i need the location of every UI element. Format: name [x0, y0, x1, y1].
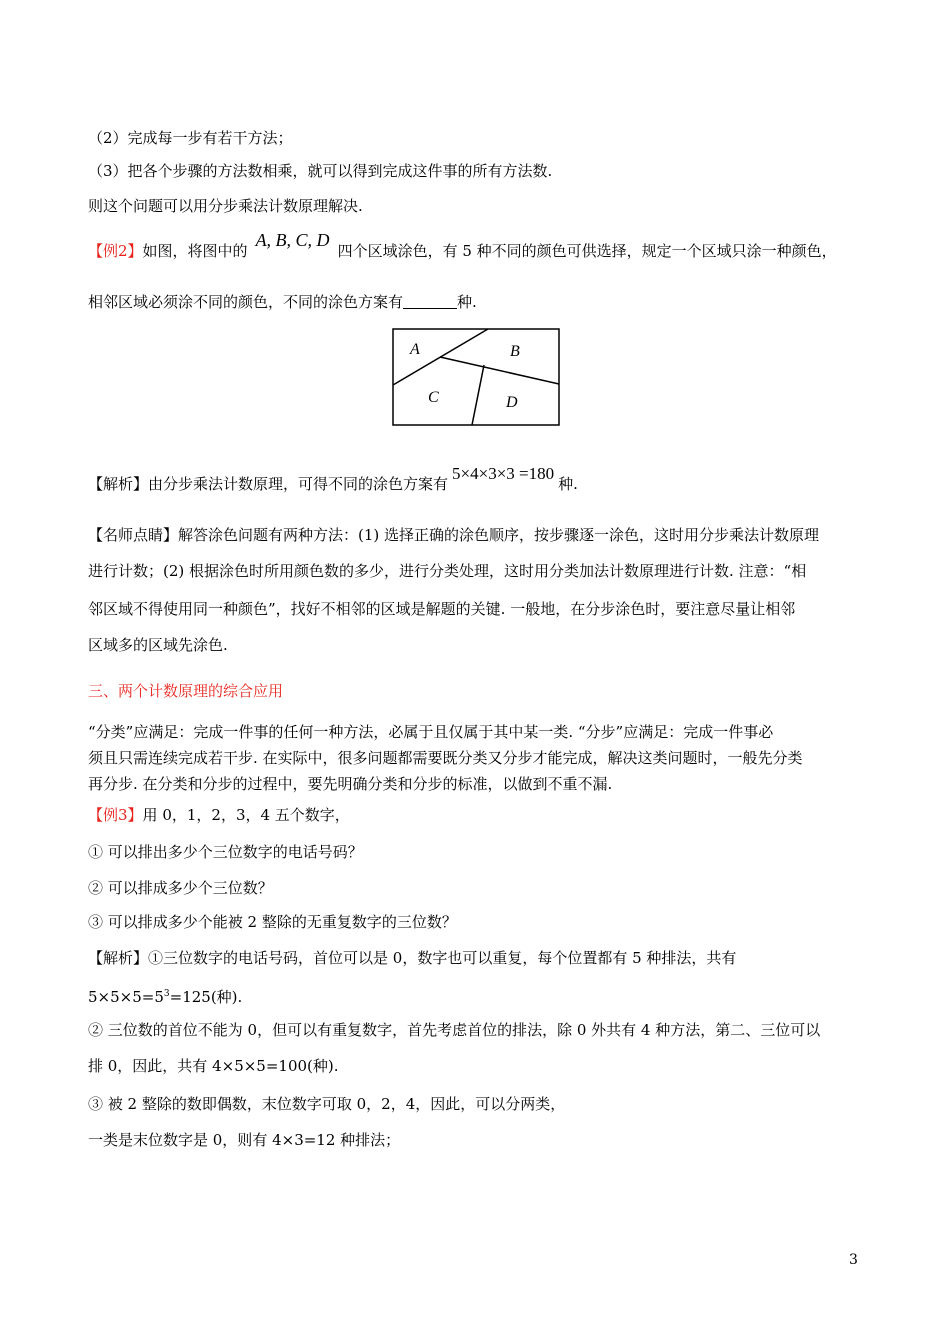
solution-3-s1: ①三位数字的电话号码，首位可以是 0，数字也可以重复，每个位置都有 5 种排法，共有 — [148, 949, 737, 967]
conclusion-text: 则这个问题可以用分步乘法计数原理解决. — [88, 197, 363, 215]
example-2-tag: 【例2】 — [88, 242, 143, 260]
tip-line-1 — [88, 525, 819, 545]
label-d: D — [506, 394, 518, 411]
solution-3-s1b-post: =125(种). — [169, 988, 243, 1006]
section-3-para-line-2: 须且只需连续完成若干步. 在实际中，很多问题都需要既分类又分步才能完成，解决这类问题时，一般先分类 — [88, 749, 803, 767]
tip-line-4: 区域多的区域先涂色. — [88, 636, 228, 654]
label-c: C — [428, 389, 439, 406]
example-3-question-1: ① 可以排出多少个三位数字的电话号码？ — [88, 843, 363, 861]
solution-3-line-6: 一类是末位数字是 0，则有 4×3=12 种排法； — [88, 1131, 401, 1149]
tip-line1-text: 解答涂色问题有两种方法：(1) 选择正确的涂色顺序，按步骤逐一涂色，这时用分步乘法计数原理 — [178, 526, 820, 544]
section-3-heading: 三、两个计数原理的综合应用 — [88, 682, 284, 700]
example-2-text-before: 如图，将图中的 — [142, 242, 248, 260]
example-2-math-vars: A, B, C, D — [255, 230, 330, 250]
tip-line-2: 进行计数；(2) 根据涂色时所用颜色数的多少，进行分类处理，这时用分类加法计数原理进行计数. 注意：“相 — [88, 562, 807, 580]
solution-3-line-1 — [88, 948, 736, 968]
region-figure — [392, 328, 560, 426]
page-number: 3 — [849, 1252, 858, 1268]
answer-blank — [403, 294, 457, 309]
solution-3-line-2 — [88, 984, 242, 1007]
solution-3-s1b-pre: 5×5×5=5 — [88, 988, 164, 1006]
solution-3-line-4: 排 0，因此，共有 4×5×5=100(种). — [88, 1057, 339, 1075]
solution-3-s1b-sup: 3 — [163, 989, 170, 999]
section-3-para-line-1: “分类”应满足：完成一件事的任何一种方法，必属于且仅属于其中某一类. “分步”应满足：完成一件事必 — [88, 723, 774, 741]
example-3-tag: 【例3】 — [88, 806, 143, 824]
solution-3-line-3: ② 三位数的首位不能为 0，但可以有重复数字，首先考虑首位的排法，除 0 外共有 4 种方法，第二、三位可以 — [88, 1021, 821, 1039]
label-a: A — [410, 341, 420, 358]
solution-3-tag: 【解析】 — [88, 949, 149, 967]
example-3-line — [88, 805, 350, 825]
example-2-line2-before: 相邻区域必须涂不同的颜色，不同的涂色方案有 — [88, 293, 404, 311]
tip-tag: 【名师点睛】 — [88, 526, 179, 544]
step-2-text: （2）完成每一步有若干方法； — [88, 129, 293, 147]
tip-line-3: 邻区域不得使用同一种颜色”，找好不相邻的区域是解题的关键. 一般地，在分步涂色时，要注意尽量让相邻 — [88, 600, 796, 618]
example-3-text: 用 0，1，2，3，4 五个数字， — [142, 806, 350, 824]
example-2-line2-after: 种. — [457, 293, 477, 311]
example-2-text-after: 四个区域涂色，有 5 种不同的颜色可供选择，规定一个区域只涂一种颜色， — [337, 242, 837, 260]
solution-3-line-5: ③ 被 2 整除的数即偶数，末位数字可取 0，2，4，因此，可以分两类， — [88, 1095, 566, 1113]
example-2-line-2 — [88, 292, 477, 312]
solution-2-text: 由分步乘法计数原理，可得不同的涂色方案有 — [148, 475, 449, 493]
solution-2-unit: 种. — [558, 475, 578, 493]
solution-2-formula: 5×4×3×3 =180 — [452, 464, 555, 483]
example-3-question-3: ③ 可以排成多少个能被 2 整除的无重复数字的三位数？ — [88, 913, 457, 931]
solution-2-tag: 【解析】 — [88, 475, 149, 493]
label-b: B — [510, 343, 520, 360]
step-3-text: （3）把各个步骤的方法数相乘，就可以得到完成这件事的所有方法数. — [88, 162, 553, 180]
example-3-question-2: ② 可以排成多少个三位数？ — [88, 879, 273, 897]
section-3-para-line-3: 再分步. 在分类和分步的过程中，要先明确分类和分步的标准，以做到不重不漏. — [88, 775, 613, 793]
example-2-line-1 — [88, 230, 837, 261]
solution-2-line — [88, 464, 578, 494]
